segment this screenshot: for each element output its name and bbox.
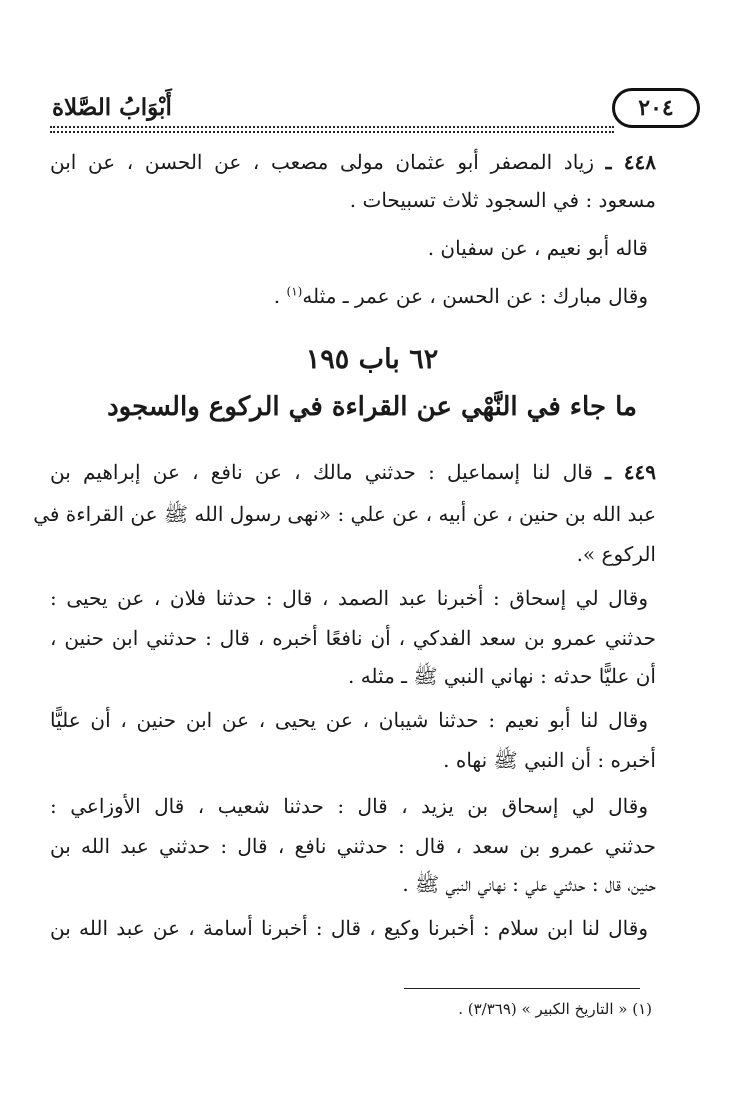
text-line (50, 284, 648, 308)
line-text: وقال لنا أبو نعيم : حدثنا شيبان ، عن يحيى ، عن ابن حنين ، أن عليًّا (50, 708, 648, 732)
hadith-number: ٤٤٨ ـ (605, 150, 656, 174)
running-title: أَبْوَابُ الصَّلاة (52, 94, 172, 121)
line-text: وقال لي إسحاق بن يزيد ، قال : حدثنا شعيب ، قال الأوزاعي : (50, 794, 648, 818)
line-text: وقال لنا ابن سلام : أخبرنا وكيع ، قال : أخبرنا أسامة ، عن عبد الله بن (50, 916, 648, 940)
line-text: قاله أبو نعيم ، عن سفيان . (427, 236, 648, 260)
line-text: أخبره : أن النبي ﷺ نهاه . (443, 748, 656, 772)
footnote-rule (404, 988, 640, 989)
line-text: قال لنا إسماعيل : حدثني مالك ، عن نافع ، عن إبراهيم بن (50, 460, 593, 484)
line-text: حدثني عمرو بن سعد الفدكي ، أن نافعًا أخبره ، قال : حدثني ابن حنين ، (50, 626, 656, 650)
line-text: حنين، قال : حدثني علي : نهاني النبي ﷺ . (402, 872, 656, 896)
line-text: أن عليًّا حدثه : نهاني النبي ﷺ ـ مثله . (347, 664, 656, 688)
text-line (50, 460, 656, 484)
text-line (50, 150, 656, 174)
line-tail: . (273, 284, 287, 308)
line-text: وقال لي إسحاق : أخبرنا عبد الصمد ، قال : حدثنا فلان ، عن يحيى : (50, 586, 648, 610)
text-line (50, 708, 648, 732)
text-line (50, 664, 656, 693)
page-number-badge: ٢٠٤ (612, 88, 700, 128)
text-line (50, 188, 656, 212)
text-line (50, 542, 656, 566)
text-line (50, 236, 648, 260)
line-text: وقال مبارك : عن الحسن ، عن عمر ـ مثله (302, 284, 648, 308)
text-line (50, 794, 648, 818)
footnote-ref: (١) (286, 284, 303, 299)
header-rule (50, 126, 614, 128)
page-header (40, 82, 700, 132)
chapter-number: ٦٢ باب ١٩٥ (305, 344, 439, 375)
header-rule-lower (50, 131, 614, 133)
chapter-title: ما جاء في النَّهْي عن القراءة في الركوع والسجود (107, 392, 637, 422)
text-line (50, 834, 656, 858)
line-text: عبد الله بن حنين ، عن أبيه ، عن علي : «نهى رسول الله ﷺ عن القراءة في (33, 502, 656, 526)
text-line (33, 502, 656, 531)
text-line (50, 872, 656, 901)
line-text: زياد المصفر أبو عثمان مولى مصعب ، عن الحسن ، عن ابن (50, 150, 595, 174)
line-text: حدثني عمرو بن سعد ، قال : حدثني نافع ، قال : حدثني عبد الله بن (50, 834, 656, 858)
text-line (50, 748, 656, 777)
line-text: مسعود : في السجود ثلاث تسبيحات . (349, 188, 656, 212)
hadith-number: ٤٤٩ ـ (605, 460, 656, 484)
footnote: (١) « التاريخ الكبير » (٣/٣٦٩) . (458, 1000, 652, 1018)
text-line (50, 586, 648, 610)
text-line (50, 916, 648, 940)
text-line (50, 626, 656, 650)
line-text: الركوع ». (576, 542, 656, 566)
